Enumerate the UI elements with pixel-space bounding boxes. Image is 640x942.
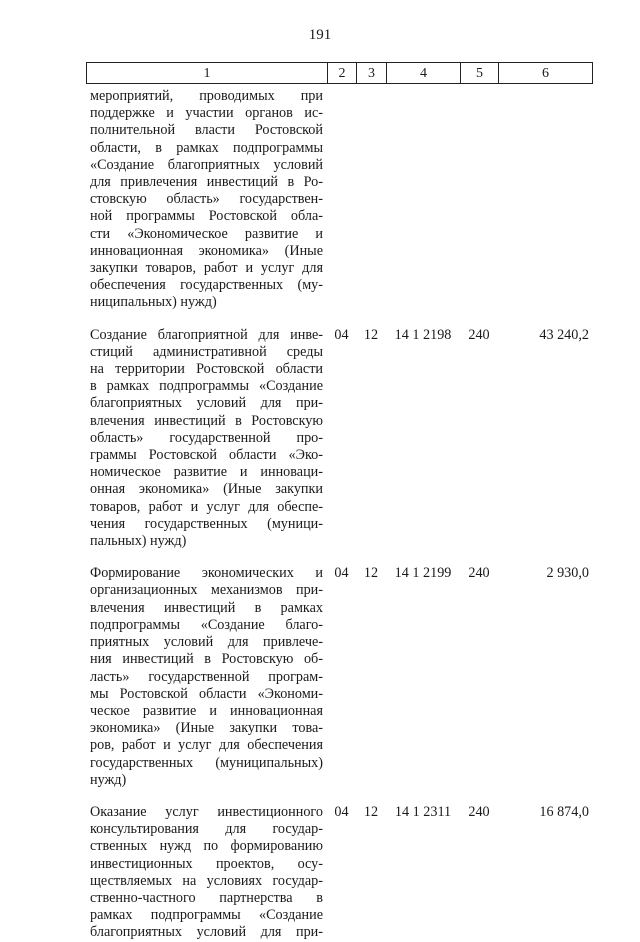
row-description [86, 804, 327, 942]
description-line: ственно-частного партнерства в [90, 889, 323, 906]
row-section-code: 04 [334, 326, 349, 343]
description-line: ществляемых на условиях государ- [90, 872, 323, 889]
row-description [86, 327, 327, 551]
table-row [86, 804, 593, 942]
description-line: стиций административной среды [90, 343, 323, 360]
description-line: ческое развитие и инновационная [90, 702, 323, 719]
table-header [86, 62, 593, 84]
description-line: ласть» государственной програм- [90, 668, 323, 685]
table-body [86, 88, 593, 942]
row-target-code: 14 1 2198 [394, 326, 452, 343]
description-line: Создание благоприятной для инве- [90, 326, 323, 343]
description-line: «Создание благоприятных условий [90, 156, 323, 173]
row-subsection-code: 12 [363, 565, 379, 582]
row-amount: 2 930,0 [546, 565, 589, 582]
description-line: области, в рамках подпрограммы [90, 139, 323, 156]
description-line: обеспечения государственных (му- [90, 277, 323, 294]
description-line: на территории Ростовской области [90, 361, 323, 378]
description-line: Оказание услуг инвестиционного [90, 803, 323, 820]
description-line: ров, работ и услуг для обеспечения [90, 737, 323, 754]
description-line: Формирование экономических и [90, 565, 323, 582]
header-col-2: 2 [327, 62, 356, 84]
description-line: инновационная экономика» (Иные [90, 242, 323, 259]
description-line: мы Ростовской области «Экономи- [90, 685, 323, 702]
row-subsection-code: 12 [363, 803, 379, 820]
row-section-code [327, 88, 356, 312]
row-amount: 16 874,0 [539, 803, 589, 820]
description-line: ниципальных) нужд) [90, 294, 217, 311]
description-line: чения государственных (муници- [90, 515, 323, 532]
description-line: государственных (муниципальных) [90, 754, 323, 771]
description-line: консультирования для государ- [90, 821, 323, 838]
table-row [86, 327, 593, 551]
description-line: влечения инвестиций в Ростовскую [90, 412, 323, 429]
description-line: полнительной власти Ростовской [90, 122, 323, 139]
header-col-4: 4 [386, 62, 460, 84]
row-subsection-code: 12 [363, 326, 379, 343]
table-row [86, 88, 593, 312]
row-section-code: 04 [334, 803, 349, 820]
description-line: нужд) [90, 771, 127, 788]
row-expense-type: 240 [468, 803, 490, 820]
description-line: пальных) нужд) [90, 533, 187, 550]
description-line: сти «Экономическое развитие и [90, 225, 323, 242]
description-line: ной программы Ростовской обла- [90, 208, 323, 225]
description-line: стовскую область» государствен- [90, 191, 323, 208]
row-expense-type: 240 [468, 326, 490, 343]
description-line: закупки товаров, работ и услуг для [90, 260, 323, 277]
description-line: подпрограммы «Создание благо- [90, 616, 323, 633]
description-line: благоприятных условий для при- [90, 395, 323, 412]
description-line: ния инвестиций в Ростовскую об- [90, 651, 323, 668]
description-line: онная экономика» (Иные закупки [90, 481, 323, 498]
row-target-code: 14 1 2199 [394, 565, 452, 582]
row-description [86, 565, 327, 789]
table-row [86, 565, 593, 789]
description-line: приятных условий для привлече- [90, 634, 323, 651]
row-expense-type: 240 [468, 565, 490, 582]
header-col-1: 1 [86, 62, 327, 84]
row-amount: 43 240,2 [539, 326, 589, 343]
row-amount [498, 88, 593, 312]
description-line: влечения инвестиций в рамках [90, 599, 323, 616]
description-line: граммы Ростовской области «Эко- [90, 447, 323, 464]
description-line: организационных механизмов при- [90, 582, 323, 599]
description-line: экономика» (Иные закупки това- [90, 720, 323, 737]
description-line: поддержке и участии органов ис- [90, 105, 323, 122]
row-expense-type [460, 88, 498, 312]
description-line: инвестиционных проектов, осу- [90, 855, 323, 872]
description-line: мероприятий, проводимых при [90, 88, 323, 104]
row-description [86, 88, 327, 312]
description-line: товаров, работ и услуг для обеспе- [90, 498, 323, 515]
header-col-3: 3 [356, 62, 386, 84]
row-target-code: 14 1 2311 [394, 803, 452, 820]
description-line: область» государственной про- [90, 429, 323, 446]
description-line: для привлечения инвестиций в Ро- [90, 174, 323, 191]
description-line: рамках подпрограммы «Создание [90, 907, 323, 924]
page-number: 191 [308, 27, 332, 43]
description-line: ственных нужд по формированию [90, 838, 323, 855]
header-col-6: 6 [498, 62, 593, 84]
row-target-code [386, 88, 460, 312]
header-col-5: 5 [460, 62, 498, 84]
description-line: благоприятных условий для при- [90, 924, 323, 941]
row-subsection-code [356, 88, 386, 312]
description-line: в рамках подпрограммы «Создание [90, 378, 323, 395]
description-line: номическое развитие и инноваци- [90, 464, 323, 481]
row-section-code: 04 [334, 565, 349, 582]
